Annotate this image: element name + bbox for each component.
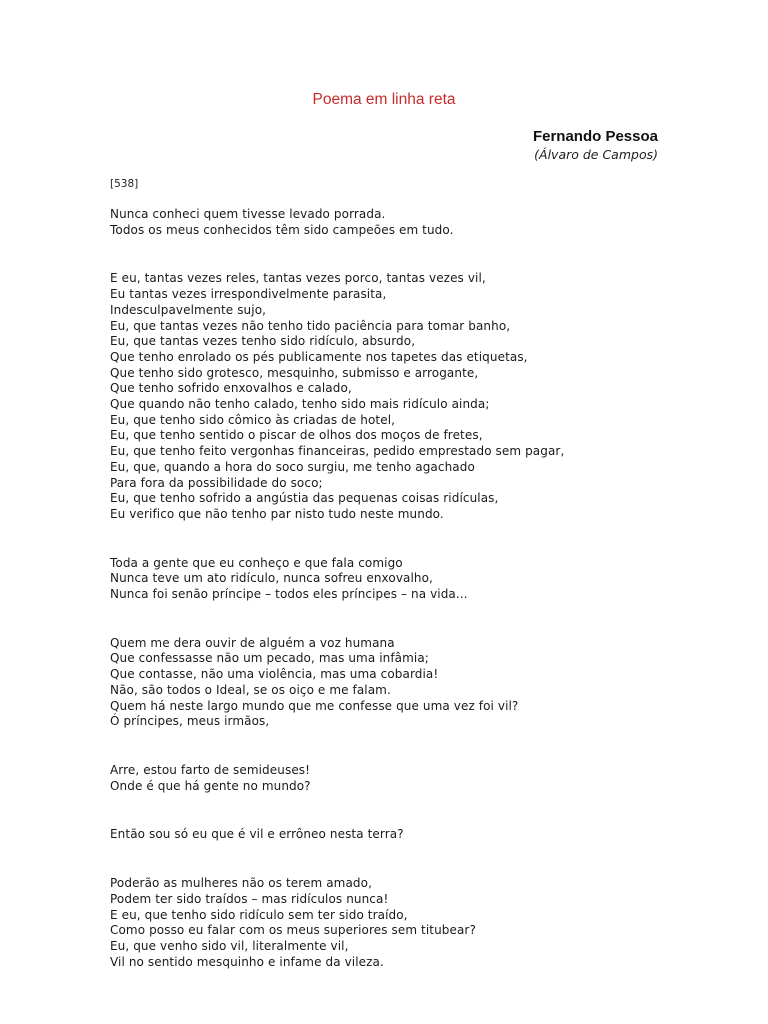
author-heteronym: (Álvaro de Campos)	[534, 147, 658, 162]
stanza-gap	[110, 523, 670, 556]
stanza-gap	[110, 794, 670, 827]
poem-line: Eu tantas vezes irrespondivelmente parasita,	[110, 287, 387, 302]
stanza	[110, 556, 670, 603]
poem-title: Poema em linha reta	[312, 91, 456, 108]
poem-body	[110, 207, 670, 970]
poem-line: Poderão as mulheres não os terem amado,	[110, 876, 372, 891]
poem-line: Não, são todos o Ideal, se os oiço e me falam.	[110, 682, 391, 697]
author-block	[533, 127, 658, 163]
stanza-gap	[110, 730, 670, 763]
poem-line: Que tenho sofrido enxovalhos e calado,	[110, 381, 352, 396]
poem-line: Nunca conheci quem tivesse levado porrada.	[110, 207, 386, 221]
poem-line: Então sou só eu que é vil e errôneo nesta terra?	[110, 827, 404, 842]
poem-line: Nunca teve um ato ridículo, nunca sofreu enxovalho,	[110, 571, 433, 586]
poem-line: Eu verifico que não tenho par nisto tudo neste mundo.	[110, 506, 444, 521]
stanza	[110, 827, 670, 843]
stanza	[110, 876, 670, 970]
stanza-gap	[110, 843, 670, 876]
stanza	[110, 763, 670, 794]
poem-line: E eu, tantas vezes reles, tantas vezes porco, tantas vezes vil,	[110, 271, 486, 286]
poem-line: Toda a gente que eu conheço e que fala comigo	[110, 555, 403, 570]
poem-line: Quem me dera ouvir de alguém a voz humana	[110, 635, 395, 650]
poem-line: Vil no sentido mesquinho e infame da vileza.	[110, 954, 384, 969]
poem-line: Que confessasse não um pecado, mas uma infâmia;	[110, 651, 429, 666]
poem-line: E eu, que tenho sido ridículo sem ter sido traído,	[110, 907, 408, 922]
poem-line: Indesculpavelmente sujo,	[110, 302, 267, 317]
poem-line: Que quando não tenho calado, tenho sido mais ridículo ainda;	[110, 397, 490, 412]
poem-line: Que contasse, não uma violência, mas uma cobardia!	[110, 667, 439, 682]
poem-line: Eu, que tenho sido cômico às criadas de hotel,	[110, 412, 396, 427]
reference-number: [538]	[110, 178, 139, 190]
poem-line: Eu, que tenho sentido o piscar de olhos dos moços de fretes,	[110, 428, 483, 443]
stanza	[110, 271, 670, 522]
poem-line: Que tenho sido grotesco, mesquinho, submisso e arrogante,	[110, 365, 479, 380]
poem-line: Que tenho enrolado os pés publicamente nos tapetes das etiquetas,	[110, 349, 528, 364]
stanza	[110, 207, 670, 238]
poem-line: Arre, estou farto de semideuses!	[110, 762, 311, 777]
poem-line: Eu, que tenho sofrido a angústia das pequenas coisas ridículas,	[110, 491, 499, 506]
poem-line: Quem há neste largo mundo que me confesse que uma vez foi vil?	[110, 698, 519, 713]
poem-line: Eu, que tantas vezes não tenho tido paciência para tomar banho,	[110, 318, 511, 333]
poem-line: Eu, que, quando a hora do soco surgiu, me tenho agachado	[110, 459, 475, 474]
poem-line: Eu, que venho sido vil, literalmente vil,	[110, 938, 349, 953]
poem-line: Para fora da possibilidade do soco;	[110, 475, 323, 490]
poem-line: Todos os meus conhecidos têm sido campeões em tudo.	[110, 222, 454, 237]
poem-line: Eu, que tenho feito vergonhas financeiras, pedido emprestado sem pagar,	[110, 444, 565, 459]
stanza-gap	[110, 603, 670, 636]
poem-line: Podem ter sido traídos – mas ridículos nunca!	[110, 891, 389, 906]
poem-line: Eu, que tantas vezes tenho sido ridículo, absurdo,	[110, 334, 416, 349]
poem-line: Como posso eu falar com os meus superiores sem titubear?	[110, 923, 476, 938]
poem-line: Onde é que há gente no mundo?	[110, 778, 311, 793]
stanza	[110, 636, 670, 730]
author-name: Fernando Pessoa	[532, 128, 658, 145]
stanza-gap	[110, 238, 670, 271]
poem-line: Ó príncipes, meus irmãos,	[110, 714, 270, 729]
poem-line: Nunca foi senão príncipe – todos eles príncipes – na vida...	[110, 587, 468, 602]
